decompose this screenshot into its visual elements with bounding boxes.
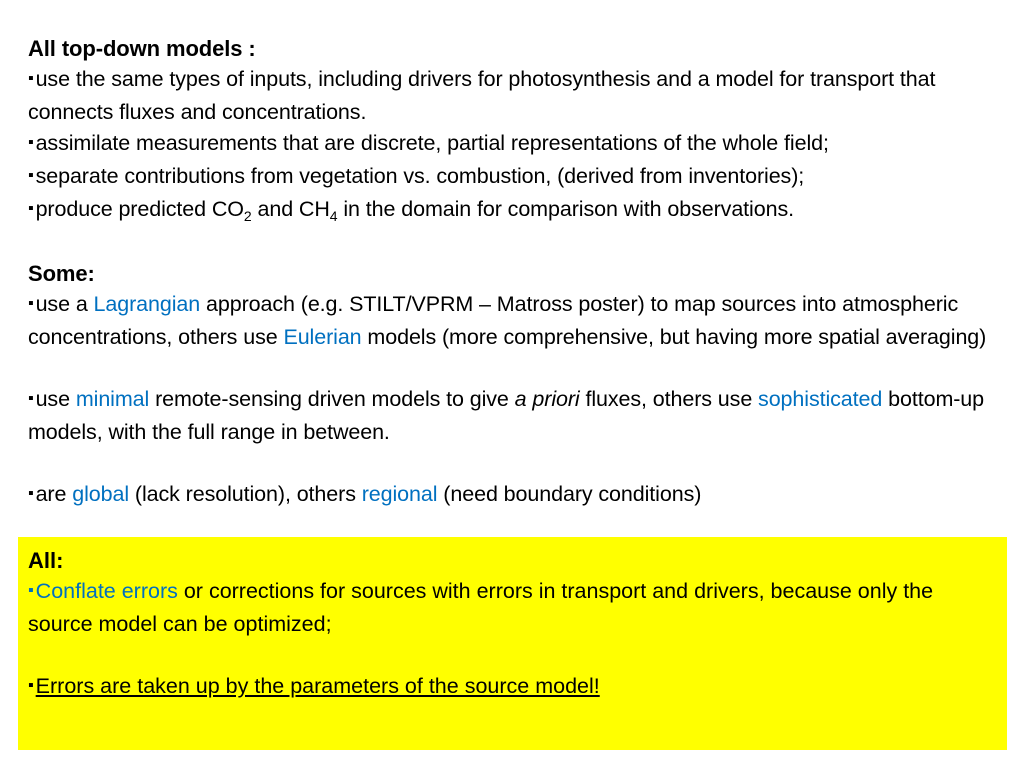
section1-bullet-2 [28,128,1008,161]
section1-bullet-1-text: use the same types of inputs, including drivers for photosynthesis and a model for transport that connects fluxes and concentrations. [28,67,936,124]
minimal-term: minimal [75,387,150,411]
bullet-icon: ▪ [28,485,34,502]
eulerian-term: Eulerian [283,325,362,349]
sophisticated-term: sophisticated [758,387,883,411]
box-bullet-2 [28,671,988,704]
section2-bullet-1 [28,289,1008,353]
bullet-icon: ▪ [28,582,34,599]
s2b3-text-b: (lack resolution), others [129,482,362,506]
section2-heading: Some: [28,261,95,286]
s2b3-text-c: (need boundary conditions) [437,482,702,506]
s2b1-text-c: models (more comprehensive, but having more spatial averaging) [361,325,987,349]
section1-bullet-3-text: separate contributions from vegetation vs. combustion, (derived from inventories); [35,164,805,188]
section1-heading: All top-down models : [28,36,256,61]
spacer [28,448,1008,479]
section1-bullet-1 [28,64,1008,128]
bullet-icon: ▪ [28,167,34,184]
bullet-icon: ▪ [28,677,34,694]
conflate-errors-term: Conflate errors [35,579,178,603]
bullet-icon: ▪ [28,390,34,407]
box-bullet-2-text: Errors are taken up by the parameters of the source model! [35,674,600,698]
spacer [28,640,988,671]
s2b2-text-b: remote-sensing driven models to give [149,387,515,411]
bullet-icon: ▪ [28,70,34,87]
ch4-subscript: 4 [329,208,338,224]
section2-bullet-2 [28,384,1008,448]
global-term: global [72,482,130,506]
spacer [28,353,1008,384]
lagrangian-term: Lagrangian [93,292,201,316]
box-heading: All: [28,548,64,573]
s2b2-text-a: use [35,387,76,411]
main-text-block [28,33,1008,512]
s2b3-text-a: are [35,482,73,506]
section1-bullet-4 [28,194,1008,227]
section1-bullet-2-text: assimilate measurements that are discrete, partial representations of the whole field; [35,131,829,155]
co2-subscript: 2 [243,208,252,224]
a-priori-term: a priori [514,387,580,411]
bullet-4-text-b: and CH [251,197,330,221]
box-bullet-1 [28,576,988,640]
bullet-4-text-c: in the domain for comparison with observations. [337,197,794,221]
section2-bullet-3 [28,479,1008,512]
section1-bullet-3 [28,161,1008,194]
spacer [28,227,1008,258]
s2b2-text-c: fluxes, others use [579,387,759,411]
bullet-icon: ▪ [28,200,34,217]
highlight-text [28,545,988,704]
bullet-icon: ▪ [28,134,34,151]
s2b2-text-d: bottom-up models, with the full range in between. [28,387,985,444]
highlight-box [18,537,1007,750]
bullet-icon: ▪ [28,295,34,312]
box-bullet-1-text: or corrections for sources with errors in transport and drivers, because only the source model can be optimized; [28,579,934,636]
regional-term: regional [361,482,438,506]
bullet-4-text-a: produce predicted CO [35,197,244,221]
s2b1-text-a: use a [35,292,94,316]
s2b1-text-b: approach (e.g. STILT/VPRM – Matross poster) to map sources into atmospheric concentrations, others use [28,292,959,349]
